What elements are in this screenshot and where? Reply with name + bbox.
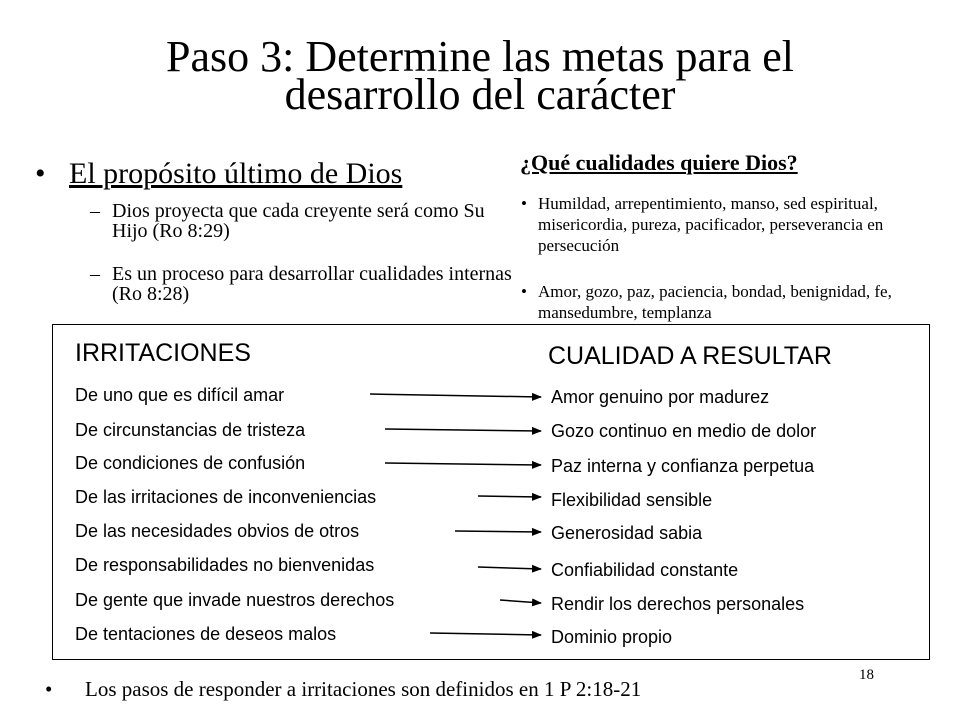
irritation-cell: De condiciones de confusión: [75, 453, 306, 473]
quality-cell: Dominio propio: [551, 627, 673, 647]
qualities-text: Humildad, arrepentimiento, manso, sed espiritual, misericordia, pureza, pacificador, perseverancia en persecución: [538, 194, 884, 255]
irritation-cell: De gente que invade nuestros derechos: [75, 590, 395, 610]
quality-cell: Gozo continuo en medio de dolor: [551, 421, 817, 441]
irritations-header: IRRITACIONES: [75, 339, 251, 367]
irritation-cell: De circunstancias de tristeza: [75, 420, 306, 440]
irritation-cell: De las necesidades obvios de otros: [75, 521, 360, 541]
bullet-mark: •: [521, 282, 527, 301]
quality-cell: Confiabilidad constante: [551, 560, 739, 580]
sub-bullet-2: [90, 263, 522, 305]
bullet-mark: •: [35, 157, 46, 190]
sub-bullet-1: [90, 200, 522, 242]
irritation-cell: De tentaciones de deseos malos: [75, 624, 337, 644]
slide-title-line-2: desarrollo del carácter: [284, 70, 676, 119]
irritation-cell: De las irritaciones de inconveniencias: [75, 487, 377, 507]
main-bullet: [35, 157, 402, 191]
quality-cell: Paz interna y confianza perpetua: [551, 456, 815, 476]
qualities-bullet-1: [521, 193, 948, 256]
quality-cell: Generosidad sabia: [551, 523, 703, 543]
quality-cell: Flexibilidad sensible: [551, 490, 713, 510]
sub-bullet-text: Dios proyecta que cada creyente será como Su Hijo (Ro 8:29): [112, 200, 485, 242]
dash-mark: –: [90, 263, 100, 285]
main-bullet-heading: El propósito último de Dios: [69, 157, 403, 190]
quality-header: CUALIDAD A RESULTAR: [548, 342, 832, 370]
irritation-cell: De responsabilidades no bienvenidas: [75, 555, 375, 575]
slide-title: [0, 32, 960, 119]
irritation-cell: De uno que es difícil amar: [75, 385, 285, 405]
bullet-mark: •: [521, 194, 527, 213]
footer-bullet: [45, 677, 641, 702]
dash-mark: –: [90, 200, 100, 222]
footer-text: Los pasos de responder a irritaciones son definidos en 1 P 2:18-21: [85, 677, 642, 701]
qualities-heading: ¿Qué cualidades quiere Dios?: [520, 150, 798, 175]
slide-number: 18: [859, 667, 874, 683]
qualities-text: Amor, gozo, paz, paciencia, bondad, benignidad, fe, mansedumbre, templanza: [538, 282, 892, 322]
quality-cell: Amor genuino por madurez: [551, 387, 770, 407]
qualities-bullet-2: [521, 281, 948, 323]
quality-cell: Rendir los derechos personales: [551, 594, 805, 614]
bullet-mark: •: [45, 677, 53, 701]
slide-title-line-1: Paso 3: Determine las metas para el: [165, 32, 794, 81]
sub-bullet-text: Es un proceso para desarrollar cualidades internas (Ro 8:28): [112, 263, 512, 305]
